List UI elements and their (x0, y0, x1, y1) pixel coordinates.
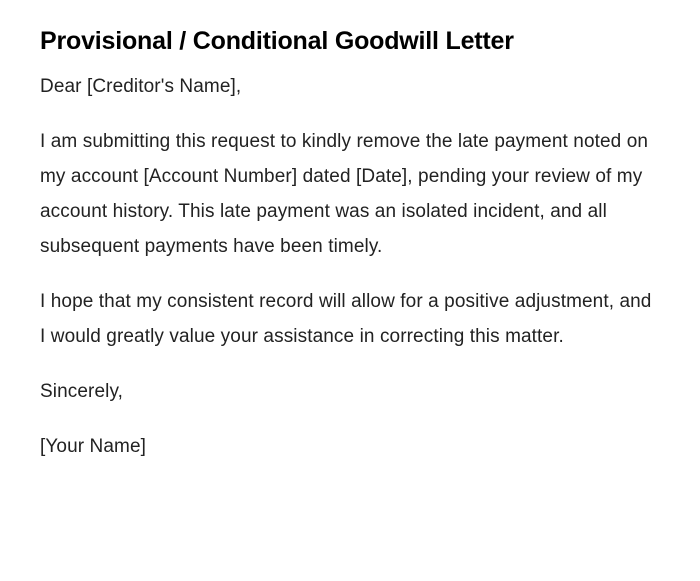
letter-signature: [Your Name] (40, 436, 147, 457)
letter-body-paragraph-2: I hope that my consistent record will allow for a positive adjustment, and I would greatly value your assistance in correcting this matter. (40, 291, 652, 347)
letter-closing: Sincerely, (40, 381, 124, 402)
letter-body-paragraph-1: I am submitting this request to kindly remove the late payment noted on my account [Account Number] dated [Date], pending your review of my account history. This late payment was an isolated incident, and all subsequent payments have been timely. (40, 131, 649, 257)
letter-title: Provisional / Conditional Goodwill Letter (40, 27, 514, 55)
letter-salutation: Dear [Creditor's Name], (40, 76, 242, 97)
